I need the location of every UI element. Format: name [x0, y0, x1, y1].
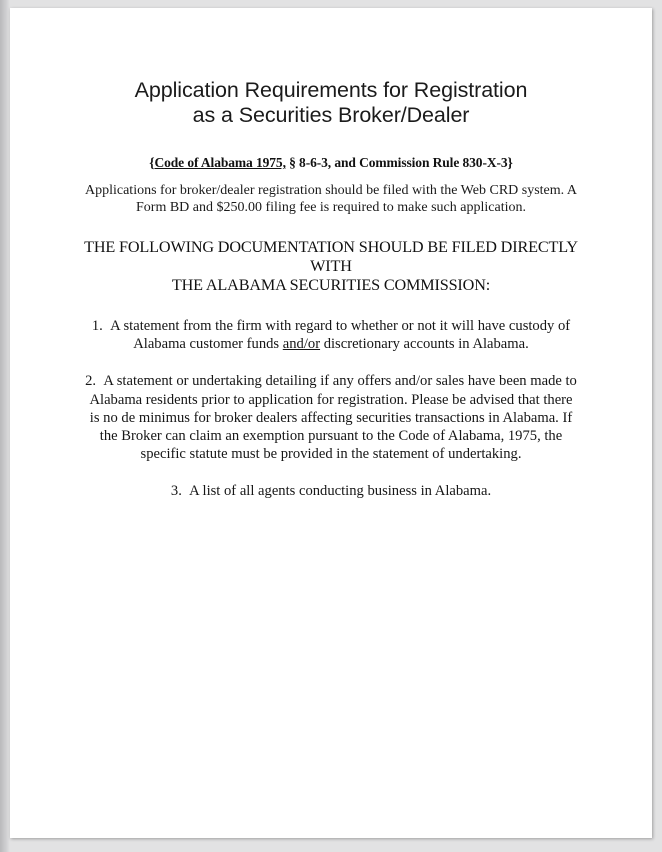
- document-page: [10, 8, 652, 838]
- page-content: [10, 8, 652, 501]
- citation-open-brace: {: [149, 155, 155, 170]
- page-title-line-2: as a Securities Broker/Dealer: [192, 103, 470, 127]
- list-item: [81, 482, 581, 500]
- list-item-text-a: A statement from the firm with regard to whether or not it will have custody of Alabama customer funds: [110, 318, 571, 353]
- statute-citation: [10, 128, 652, 171]
- list-item-text-b: discretionary accounts in Alabama.: [320, 336, 529, 353]
- intro-paragraph: Applications for broker/dealer registration should be filed with the Web CRD system. A Form BD and $250.00 filing fee is required to make such application.: [84, 183, 578, 215]
- list-item-underlined-text: and/or: [282, 336, 321, 353]
- section-heading-line-1: THE FOLLOWING DOCUMENTATION SHOULD BE FILED DIRECTLY WITH: [84, 238, 578, 275]
- citation-underlined-code: Code of Alabama 1975,: [154, 155, 286, 170]
- list-item-number: 1.: [91, 318, 103, 334]
- list-item-number: 2.: [85, 373, 97, 390]
- section-heading-line-2: THE ALABAMA SECURITIES COMMISSION:: [171, 276, 491, 294]
- list-item: [81, 317, 581, 353]
- list-item-number: 3.: [170, 483, 182, 500]
- page-title-line-1: Application Requirements for Registration: [134, 78, 528, 102]
- section-heading: [71, 216, 591, 295]
- requirements-list: [81, 295, 581, 501]
- citation-rest: § 8-6-3, and Commission Rule 830-X-3}: [285, 155, 513, 170]
- list-item: [81, 372, 581, 463]
- page-title: [10, 8, 652, 128]
- list-item-text-a: A list of all agents conducting business in Alabama.: [189, 483, 492, 500]
- list-item-text-a: A statement or undertaking detailing if any offers and/or sales have been made to Alabama residents prior to application for registration. Please be advised that there is no de minimus for broker dealers affecting securities transactions in Alabama. If the Broker can claim an exemption pursuant to the Code of Alabama, 1975, the specific statute must be provided in the statement of undertaking.: [89, 373, 577, 463]
